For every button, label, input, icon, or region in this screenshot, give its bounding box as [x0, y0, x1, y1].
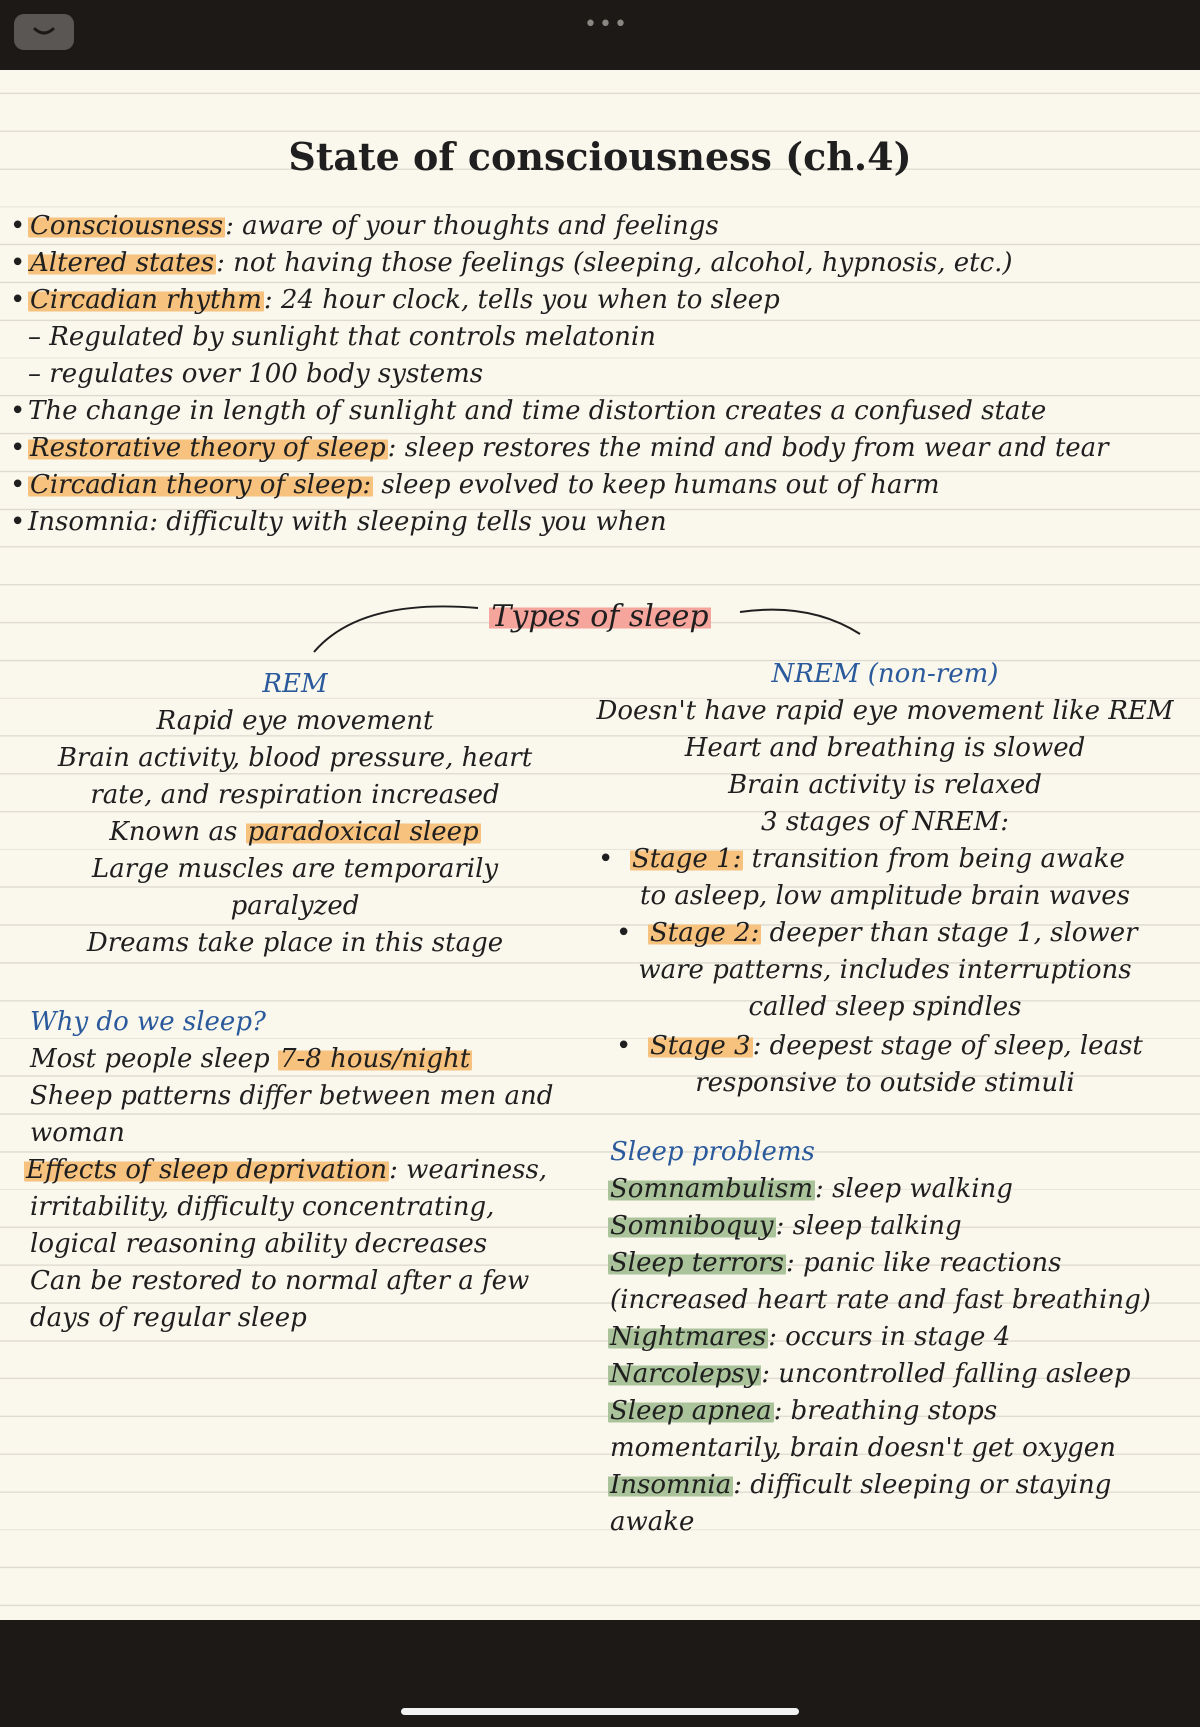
bullet-dot: •: [10, 470, 26, 500]
bullet-dot: •: [616, 918, 632, 948]
nrem-heading: NREM (non-rem): [771, 659, 999, 689]
nrem-line: Heart and breathing is slowed: [684, 733, 1086, 763]
highlighted-term: 7-8 hous/night: [279, 1044, 471, 1074]
highlighted-term: Stage 3: [650, 1031, 751, 1061]
chevron-down-icon: [32, 24, 56, 40]
bullet-dot: •: [10, 507, 26, 537]
bullet-dot: •: [10, 433, 26, 463]
problem-item: Sleep terrors: panic like reactions: [610, 1248, 1062, 1278]
highlighted-term: Consciousness: [30, 211, 224, 241]
highlighted-term: Stage 2:: [650, 918, 760, 948]
highlighted-term: Circadian theory of sleep:: [30, 470, 372, 500]
nrem-stage: Stage 2: deeper than stage 1, slower: [650, 918, 1138, 948]
problem-item: (increased heart rate and fast breathing): [610, 1285, 1151, 1315]
why-line: Can be restored to normal after a few: [30, 1266, 530, 1296]
problem-item: awake: [610, 1507, 695, 1537]
nrem-stage-cont: responsive to outside stimuli: [695, 1068, 1075, 1098]
problem-item: Sleep apnea: breathing stops: [610, 1396, 998, 1426]
list-subitem: – regulates over 100 body systems: [28, 359, 484, 389]
bottom-bar: [0, 1620, 1200, 1727]
list-item: The change in length of sunlight and time distortion creates a confused state: [28, 396, 1047, 426]
rem-line: Large muscles are temporarily: [91, 854, 499, 884]
list-item: Circadian rhythm: 24 hour clock, tells you when to sleep: [30, 285, 780, 315]
bullet-dot: •: [10, 396, 26, 426]
problem-item: Somniboquy: sleep talking: [610, 1211, 962, 1241]
rem-line: Rapid eye movement: [156, 706, 434, 736]
problem-item: Narcolepsy: uncontrolled falling asleep: [610, 1359, 1131, 1389]
highlighted-term: Insomnia: [610, 1470, 732, 1500]
bullet-dot: •: [598, 844, 614, 874]
rem-line: Dreams take place in this stage: [86, 928, 504, 958]
nrem-line: Brain activity is relaxed: [728, 770, 1042, 800]
problems-heading: Sleep problems: [610, 1137, 815, 1167]
why-line: woman: [30, 1118, 125, 1148]
list-item: Consciousness: aware of your thoughts and feelings: [30, 211, 719, 241]
why-heading: Why do we sleep?: [30, 1007, 266, 1037]
highlighted-term: Nightmares: [610, 1322, 767, 1352]
more-options-icon[interactable]: •••: [584, 12, 629, 37]
list-item: Circadian theory of sleep: sleep evolved to keep humans out of harm: [30, 470, 940, 500]
problem-item: Insomnia: difficult sleeping or staying: [610, 1470, 1112, 1500]
rem-heading: REM: [262, 669, 328, 699]
highlighted-term: Sleep terrors: [610, 1248, 784, 1278]
why-line: irritability, difficulty concentrating,: [30, 1192, 495, 1222]
highlighted-term: Somnambulism: [610, 1174, 814, 1204]
nrem-line: 3 stages of NREM:: [761, 807, 1009, 837]
problem-item: Nightmares: occurs in stage 4: [610, 1322, 1011, 1352]
highlighted-term: Effects of sleep deprivation: [26, 1155, 388, 1185]
nrem-stage-cont: ware patterns, includes interruptions: [638, 955, 1132, 985]
list-item: Altered states: not having those feelings (sleeping, alcohol, hypnosis, etc.): [30, 248, 1013, 278]
why-line: logical reasoning ability decreases: [30, 1229, 488, 1259]
bullet-dot: •: [10, 211, 26, 241]
bullet-dot: •: [10, 285, 26, 315]
problem-item: momentarily, brain doesn't get oxygen: [610, 1433, 1116, 1463]
rem-line: Known as paradoxical sleep: [109, 817, 479, 847]
highlighted-term: Narcolepsy: [610, 1359, 760, 1389]
list-item: Insomnia: difficulty with sleeping tells you when: [28, 507, 667, 537]
nrem-stage-cont: to asleep, low amplitude brain waves: [640, 881, 1130, 911]
collapse-button[interactable]: [14, 14, 74, 50]
list-item: Restorative theory of sleep: sleep restores the mind and body from wear and tear: [30, 433, 1109, 463]
nrem-line: Doesn't have rapid eye movement like REM: [596, 696, 1174, 726]
nrem-stage-cont: called sleep spindles: [748, 992, 1022, 1022]
bullet-dot: •: [616, 1031, 632, 1061]
top-bar: [0, 0, 1200, 70]
nrem-stage: Stage 3: deepest stage of sleep, least: [650, 1031, 1143, 1061]
highlighted-term: Restorative theory of sleep: [30, 433, 386, 463]
section-heading: Types of sleep: [491, 599, 709, 634]
bullet-dot: •: [10, 248, 26, 278]
highlighted-term: Stage 1:: [632, 844, 742, 874]
rem-line: Brain activity, blood pressure, heart: [57, 743, 533, 773]
highlighted-term: Altered states: [30, 248, 215, 278]
list-subitem: – Regulated by sunlight that controls melatonin: [28, 322, 656, 352]
why-line: Sheep patterns differ between men and: [30, 1081, 554, 1111]
problem-item: Somnambulism: sleep walking: [610, 1174, 1013, 1204]
why-line: Effects of sleep deprivation: weariness,: [26, 1155, 548, 1185]
rem-line: rate, and respiration increased: [90, 780, 500, 810]
highlighted-term: Somniboquy: [610, 1211, 774, 1241]
page-title: State of consciousness (ch.4): [288, 134, 912, 179]
note-page: [0, 70, 1200, 1620]
rem-line: paralyzed: [230, 891, 360, 921]
why-line: Most people sleep 7-8 hous/night: [30, 1044, 471, 1074]
highlighted-term: paradoxical sleep: [247, 817, 479, 847]
highlighted-term: Circadian rhythm: [30, 285, 262, 315]
why-line: days of regular sleep: [30, 1303, 307, 1333]
nrem-stage: Stage 1: transition from being awake: [632, 844, 1125, 874]
home-indicator[interactable]: [401, 1708, 799, 1715]
highlighted-term: Sleep apnea: [610, 1396, 772, 1426]
